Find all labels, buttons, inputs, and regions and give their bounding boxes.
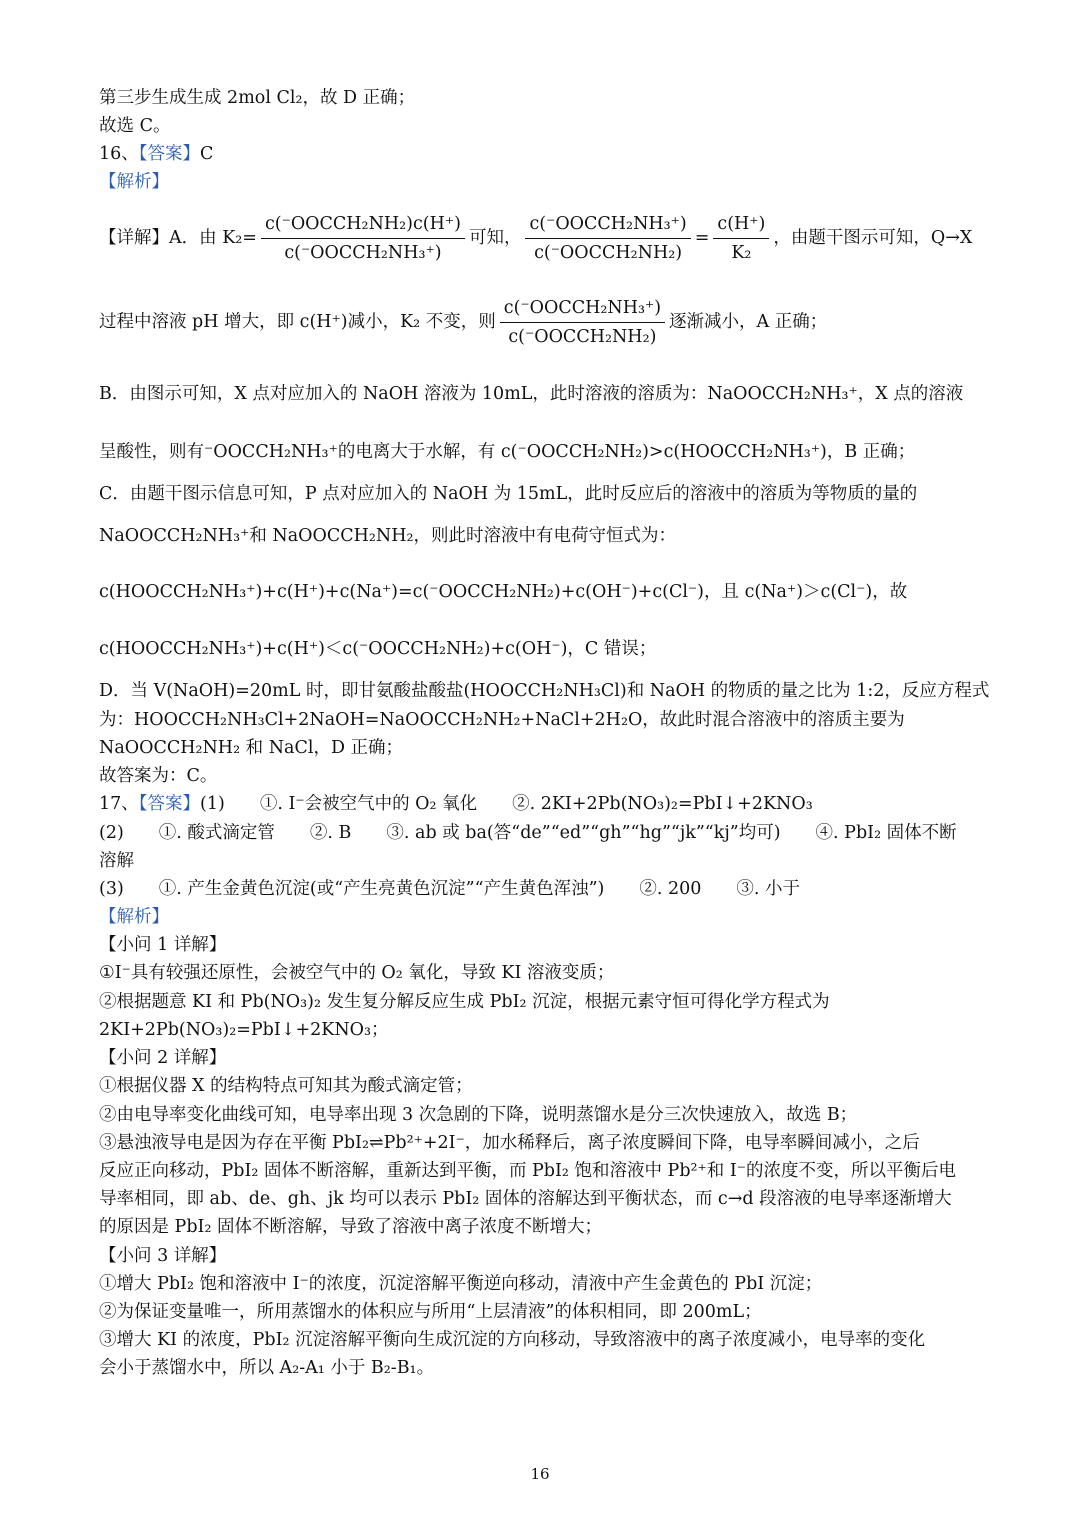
text-span: 过程中溶液 pH 增大，即 c(H⁺)减小，K₂ 不变，则 xyxy=(99,312,496,332)
fraction-denominator: K₂ xyxy=(731,243,752,263)
fraction-numerator: c(H⁺) xyxy=(713,210,769,239)
detail-a-line1 xyxy=(99,208,983,268)
question-number: 17、 xyxy=(99,794,139,814)
text-line: 2KI+2Pb(NO₃)₂=PbI↓+2KNO₃； xyxy=(99,1020,389,1040)
text-line: 故答案为：C。 xyxy=(99,766,218,786)
subquestion-heading: 【小问 2 详解】 xyxy=(99,1048,227,1068)
text-line: NaOOCCH₂NH₃⁺和 NaOOCCH₂NH₂，则此时溶液中有电荷守恒式为： xyxy=(99,526,676,546)
text-line: ②根据题意 KI 和 Pb(NO₃)₂ 发生复分解反应生成 PbI₂ 沉淀，根据元素守恒可得化学方程式为 xyxy=(99,992,830,1012)
text-span: 逐渐减小，A 正确； xyxy=(669,312,828,332)
text-line: 故选 C。 xyxy=(99,116,171,136)
text-line: 会小于蒸馏水中，所以 A₂-A₁ 小于 B₂-B₁。 xyxy=(99,1358,435,1378)
question-17-answer xyxy=(99,792,983,816)
text-line: c(HOOCCH₂NH₃⁺)+c(H⁺)+c(Na⁺)=c(⁻OOCCH₂NH₂)+c(OH⁻)+c(Cl⁻)，且 c(Na⁺)＞c(Cl⁻)，故 xyxy=(99,582,908,602)
analysis-tag: 【解析】 xyxy=(99,172,169,192)
text-line: ①I⁻具有较强还原性，会被空气中的 O₂ 氧化，导致 KI 溶液变质； xyxy=(99,963,615,983)
text-line: (2) ①. 酸式滴定管 ②. B ③. ab 或 ba(答“de”“ed”“gh”“hg”“jk”“kj”均可) ④. PbI₂ 固体不断 xyxy=(99,823,957,843)
text-line: ③增大 KI 的浓度，PbI₂ 沉淀溶解平衡向生成沉淀的方向移动，导致溶液中的离子浓度减小，电导率的变化 xyxy=(99,1330,926,1350)
fraction xyxy=(713,210,769,267)
fraction-numerator: c(⁻OOCCH₂NH₃⁺) xyxy=(525,210,690,239)
fraction-denominator: c(⁻OOCCH₂NH₂) xyxy=(508,327,657,347)
subquestion-heading: 【小问 3 详解】 xyxy=(99,1246,227,1266)
text-line: (3) ①. 产生金黄色沉淀(或“产生亮黄色沉淀”“产生黄色浑浊”) ②. 200 ③. 小于 xyxy=(99,879,801,899)
fraction xyxy=(500,294,665,351)
page-number: 16 xyxy=(530,1465,550,1483)
text-line: B．由图示可知，X 点对应加入的 NaOH 溶液为 10mL，此时溶液的溶质为：NaOOCCH₂NH₃⁺，X 点的溶液 xyxy=(99,384,964,404)
answer-value: (1) ①. I⁻会被空气中的 O₂ 氧化 ②. 2KI+2Pb(NO₃)₂=PbI↓+2KNO₃ xyxy=(200,794,813,814)
text-line: c(HOOCCH₂NH₃⁺)+c(H⁺)＜c(⁻OOCCH₂NH₂)+c(OH⁻)，C 错误； xyxy=(99,639,657,659)
text-line: ②由电导率变化曲线可知，电导率出现 3 次急剧的下降，说明蒸馏水是分三次快速放入，故选 B； xyxy=(99,1105,858,1125)
fraction-denominator: c(⁻OOCCH₂NH₂) xyxy=(534,243,683,263)
text-line: 第三步生成生成 2mol Cl₂，故 D 正确； xyxy=(99,88,416,108)
fraction-numerator: c(⁻OOCCH₂NH₃⁺) xyxy=(500,294,665,323)
subquestion-heading: 【小问 1 详解】 xyxy=(99,935,227,955)
text-line: 为：HOOCCH₂NH₃Cl+2NaOH=NaOOCCH₂NH₂+NaCl+2H₂O，故此时混合溶液中的溶质主要为 xyxy=(99,710,905,730)
text-line: NaOOCCH₂NH₂ 和 NaCl，D 正确； xyxy=(99,738,404,758)
fraction-numerator: c(⁻OOCCH₂NH₂)c(H⁺) xyxy=(261,210,465,239)
equals-sign: = xyxy=(694,228,710,248)
text-line: ③悬浊液导电是因为存在平衡 PbI₂⇌Pb²⁺+2I⁻，加水稀释后，离子浓度瞬间下降，电导率瞬间减小，之后 xyxy=(99,1133,920,1153)
detail-a-line2 xyxy=(99,292,983,352)
text-line: 的原因是 PbI₂ 固体不断溶解，导致了溶液中离子浓度不断增大； xyxy=(99,1217,603,1237)
question-number: 16、 xyxy=(99,144,139,164)
text-line: 溶解 xyxy=(99,851,134,871)
answer-tag: 【答案】 xyxy=(138,144,201,164)
question-16-answer xyxy=(99,142,983,166)
text-line: 呈酸性，则有⁻OOCCH₂NH₃⁺的电离大于水解，有 c(⁻OOCCH₂NH₂)>c(HOOCCH₂NH₃⁺)，B 正确； xyxy=(99,442,916,462)
analysis-tag: 【解析】 xyxy=(99,907,169,927)
text-span: ，由题干图示可知，Q→X xyxy=(773,228,973,248)
text-line: ①增大 PbI₂ 饱和溶液中 I⁻的浓度，沉淀溶解平衡逆向移动，清液中产生金黄色的 PbI 沉淀； xyxy=(99,1274,823,1294)
text-line: 反应正向移动，PbI₂ 固体不断溶解，重新达到平衡，而 PbI₂ 饱和溶液中 Pb²⁺和 I⁻的浓度不变，所以平衡后电 xyxy=(99,1161,957,1181)
fraction-denominator: c(⁻OOCCH₂NH₃⁺) xyxy=(284,243,442,263)
text-line: 导率相同，即 ab、de、gh、jk 均可以表示 PbI₂ 固体的溶解达到平衡状态，而 c→d 段溶液的电导率逐渐增大 xyxy=(99,1189,952,1209)
answer-value: C xyxy=(200,144,214,164)
fraction xyxy=(525,210,690,267)
text-line: D．当 V(NaOH)=20mL 时，即甘氨酸盐酸盐(HOOCCH₂NH₃Cl)和 NaOH 的物质的量之比为 1:2，反应方程式 xyxy=(99,681,990,701)
answer-tag: 【答案】 xyxy=(138,794,201,814)
text-span: 可知， xyxy=(468,228,522,248)
text-line: C．由题干图示信息可知，P 点对应加入的 NaOH 为 15mL，此时反应后的溶液中的溶质为等物质的量的 xyxy=(99,484,918,504)
text-span: 【详解】A．由 K₂= xyxy=(99,228,257,248)
text-line: ①根据仪器 X 的结构特点可知其为酸式滴定管； xyxy=(99,1076,473,1096)
text-line: ②为保证变量唯一，所用蒸馏水的体积应与所用“上层清液”的体积相同，即 200mL； xyxy=(99,1302,762,1322)
fraction xyxy=(261,210,465,267)
